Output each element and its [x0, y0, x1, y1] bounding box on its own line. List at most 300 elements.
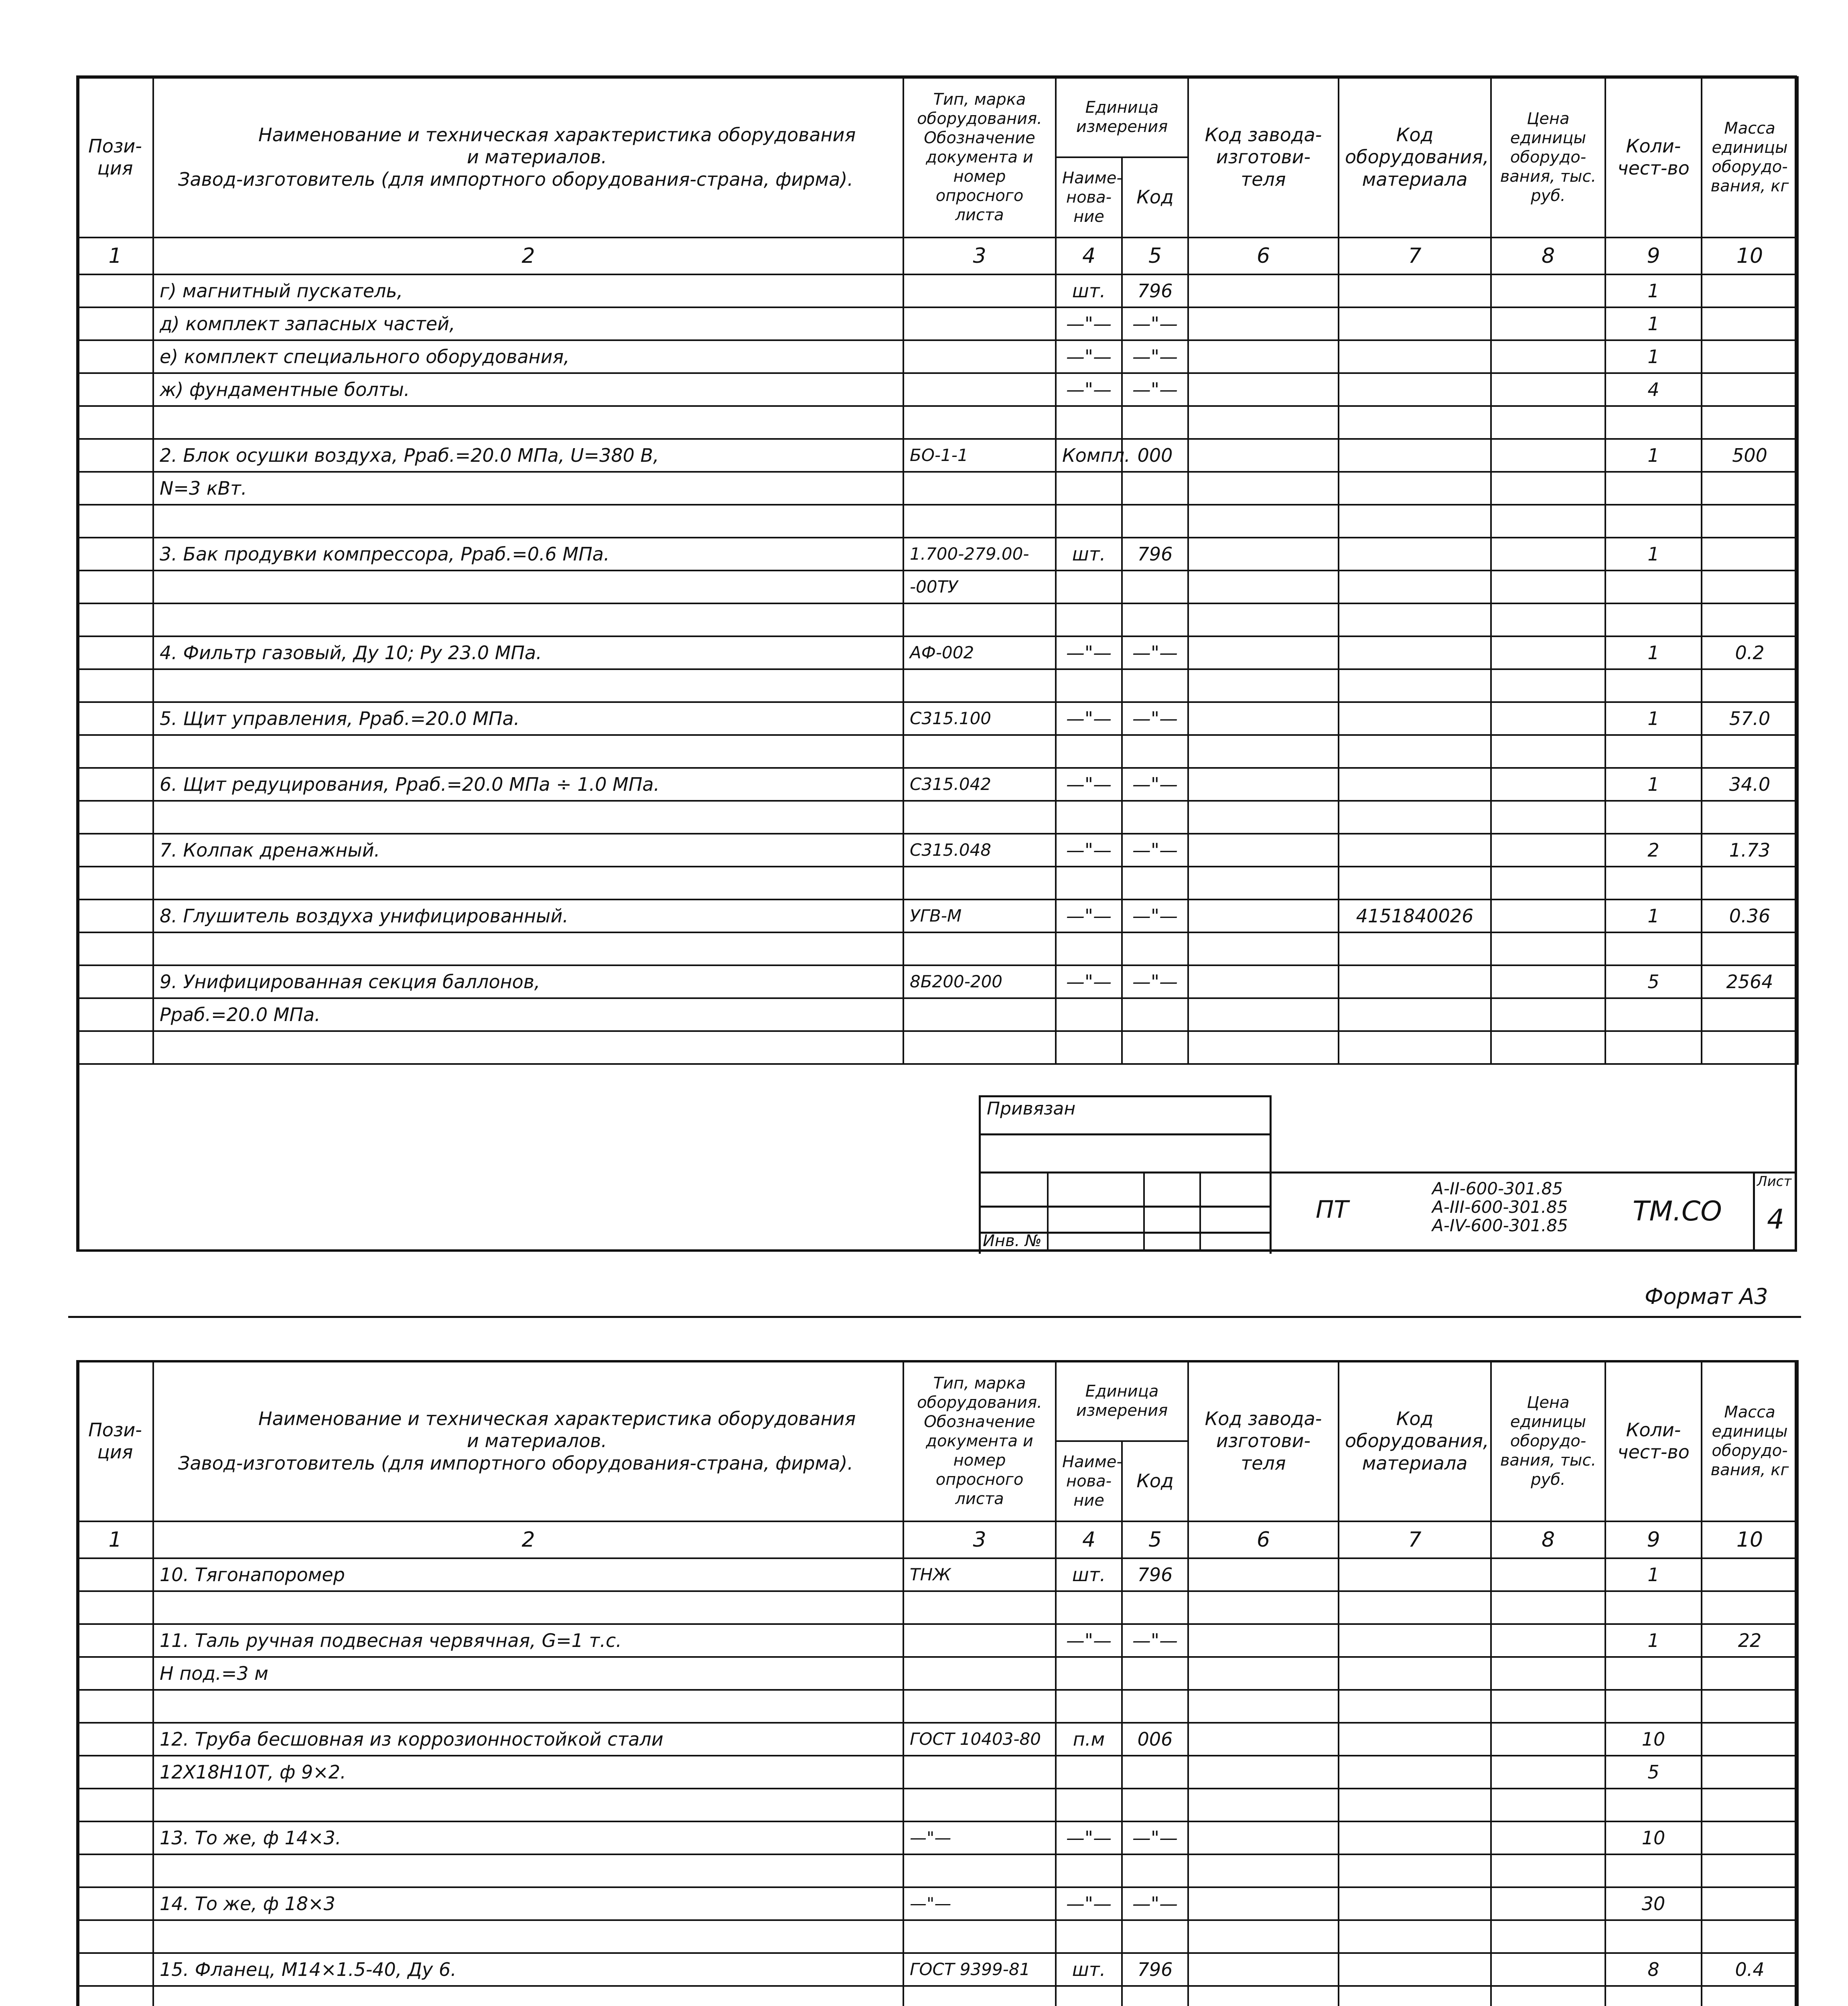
cell-qty — [1605, 1986, 1702, 2006]
table-row — [77, 702, 1798, 735]
cell-price — [1491, 373, 1605, 406]
table-row — [77, 1031, 1798, 1064]
header-unit-name: Наиме-нова-ние — [1056, 157, 1122, 238]
cell-unit: —"— — [1056, 1624, 1122, 1657]
cell-position — [77, 899, 153, 932]
cell-code — [1122, 505, 1188, 538]
cell-position — [77, 801, 153, 834]
cell-code — [1122, 998, 1188, 1031]
spec-table — [76, 76, 1799, 1065]
cell-type: УГВ-М — [903, 899, 1056, 932]
cell-qty: 1 — [1605, 1624, 1702, 1657]
cell-mass: 0.4 — [1702, 1953, 1798, 1986]
column-numbers-row — [77, 238, 1798, 274]
cell-code — [1122, 801, 1188, 834]
cell-mass — [1702, 472, 1798, 505]
cell-unit: —"— — [1056, 899, 1122, 932]
cell-qty — [1605, 505, 1702, 538]
cell-equip — [1339, 801, 1491, 834]
cell-equip — [1339, 998, 1491, 1031]
cell-type: БО-1-1 — [903, 439, 1056, 472]
cell-mass — [1702, 406, 1798, 439]
colnum: 2 — [153, 238, 903, 274]
header-plant-code: Код завода-изготови-теля — [1188, 1361, 1339, 1521]
header-name-line1: Наименование и техническая характеристика оборудования — [258, 124, 856, 146]
cell-mass — [1702, 669, 1798, 702]
cell-name: N=3 кВт. — [153, 472, 903, 505]
cell-name: 8. Глушитель воздуха унифицированный. — [153, 899, 903, 932]
table-row — [77, 1690, 1798, 1723]
cell-type — [903, 1986, 1056, 2006]
cell-mass: 2564 — [1702, 965, 1798, 998]
cell-mass: 1.73 — [1702, 834, 1798, 867]
cell-code — [1122, 1920, 1188, 1953]
cell-mass — [1702, 505, 1798, 538]
cell-type — [903, 340, 1056, 373]
cell-qty — [1605, 1789, 1702, 1821]
cell-position — [77, 669, 153, 702]
cell-mass: 57.0 — [1702, 702, 1798, 735]
list-label: Лист — [1757, 1174, 1792, 1190]
cell-plant — [1188, 1031, 1339, 1064]
cell-qty: 30 — [1605, 1887, 1702, 1920]
table-row — [77, 768, 1798, 801]
cell-type — [903, 1920, 1056, 1953]
cell-code: 796 — [1122, 538, 1188, 571]
cell-type: 1.700-279.00- — [903, 538, 1056, 571]
table-row — [77, 1789, 1798, 1821]
cell-position — [77, 1558, 153, 1591]
cell-equip — [1339, 702, 1491, 735]
cell-qty: 1 — [1605, 768, 1702, 801]
cell-mass — [1702, 1789, 1798, 1821]
cell-equip — [1339, 1920, 1491, 1953]
colnum: 2 — [153, 1521, 903, 1558]
cell-name — [153, 1591, 903, 1624]
cell-qty: 10 — [1605, 1821, 1702, 1854]
cell-code: —"— — [1122, 636, 1188, 669]
cell-plant — [1188, 505, 1339, 538]
cell-type: С315.100 — [903, 702, 1056, 735]
cell-position — [77, 1821, 153, 1854]
cell-mass: 0.2 — [1702, 636, 1798, 669]
cell-mass — [1702, 274, 1798, 307]
header-qty: Коли-чест-во — [1605, 77, 1702, 238]
cell-name — [153, 603, 903, 636]
cell-name: 12Х18Н10Т, ф 9×2. — [153, 1756, 903, 1789]
header-name-line2: и материалов. — [467, 1430, 607, 1452]
header-name — [153, 77, 903, 238]
cell-type — [903, 801, 1056, 834]
colnum: 8 — [1491, 238, 1605, 274]
cell-equip — [1339, 965, 1491, 998]
cell-plant — [1188, 867, 1339, 899]
cell-equip — [1339, 1723, 1491, 1756]
cell-name: 5. Щит управления, Рраб.=20.0 МПа. — [153, 702, 903, 735]
cell-name: 14. То же, ф 18×3 — [153, 1887, 903, 1920]
header-mass: Масса единицы оборудо-вания, кг — [1702, 1361, 1798, 1521]
cell-name: ж) фундаментные болты. — [153, 373, 903, 406]
header-position: Пози- ция — [77, 1361, 153, 1521]
cell-qty — [1605, 571, 1702, 603]
cell-price — [1491, 340, 1605, 373]
cell-name: 10. Тягонапоромер — [153, 1558, 903, 1591]
cell-name — [153, 669, 903, 702]
cell-mass — [1702, 1756, 1798, 1789]
table-row — [77, 899, 1798, 932]
header-equip-code: Код оборудования, материала — [1339, 1361, 1491, 1521]
cell-unit: шт. — [1056, 274, 1122, 307]
cell-position — [77, 1031, 153, 1064]
cell-type — [903, 472, 1056, 505]
cell-position — [77, 636, 153, 669]
cell-price — [1491, 505, 1605, 538]
cell-name: г) магнитный пускатель, — [153, 274, 903, 307]
cell-mass: 22 — [1702, 1624, 1798, 1657]
cell-code: 796 — [1122, 1953, 1188, 1986]
cell-code: —"— — [1122, 768, 1188, 801]
cell-plant — [1188, 340, 1339, 373]
cell-qty: 5 — [1605, 965, 1702, 998]
colnum: 7 — [1339, 238, 1491, 274]
cell-type: АФ-002 — [903, 636, 1056, 669]
cell-plant — [1188, 768, 1339, 801]
cell-equip — [1339, 439, 1491, 472]
cell-mass — [1702, 1657, 1798, 1690]
cell-position — [77, 1953, 153, 1986]
cell-price — [1491, 472, 1605, 505]
cell-position — [77, 571, 153, 603]
cell-type — [903, 406, 1056, 439]
header-unit-name: Наиме-нова-ние — [1056, 1441, 1122, 1521]
colnum: 6 — [1188, 238, 1339, 274]
cell-price — [1491, 669, 1605, 702]
cell-qty: 1 — [1605, 439, 1702, 472]
cell-unit — [1056, 998, 1122, 1031]
cell-code — [1122, 932, 1188, 965]
cell-unit: шт. — [1056, 1953, 1122, 1986]
column-numbers-row — [77, 1521, 1798, 1558]
cell-type: ТНЖ — [903, 1558, 1056, 1591]
table-row — [77, 406, 1798, 439]
cell-equip — [1339, 505, 1491, 538]
cell-unit: —"— — [1056, 702, 1122, 735]
cell-position — [77, 735, 153, 768]
cell-equip — [1339, 603, 1491, 636]
cell-name — [153, 1031, 903, 1064]
cell-code: —"— — [1122, 373, 1188, 406]
header-price: Цена единицы оборудо-вания, тыс. руб. — [1491, 1361, 1605, 1521]
cell-qty: 1 — [1605, 340, 1702, 373]
cell-type: С315.048 — [903, 834, 1056, 867]
cell-price — [1491, 735, 1605, 768]
cell-unit: —"— — [1056, 373, 1122, 406]
stamp-vline — [1047, 1172, 1049, 1252]
cell-mass: 0.36 — [1702, 899, 1798, 932]
cell-unit — [1056, 735, 1122, 768]
cell-price — [1491, 867, 1605, 899]
cell-type — [903, 603, 1056, 636]
cell-qty: 1 — [1605, 1558, 1702, 1591]
cell-plant — [1188, 735, 1339, 768]
header-name-line2: и материалов. — [467, 146, 607, 168]
cell-qty — [1605, 603, 1702, 636]
cell-position — [77, 1591, 153, 1624]
cell-code — [1122, 735, 1188, 768]
cell-mass — [1702, 571, 1798, 603]
table-row — [77, 274, 1798, 307]
format-note: Формат А3 — [1645, 1284, 1768, 1309]
cell-mass — [1702, 801, 1798, 834]
cell-type — [903, 307, 1056, 340]
cell-plant — [1188, 307, 1339, 340]
cell-name — [153, 867, 903, 899]
header-unit-group: Единица измерения — [1056, 77, 1188, 157]
cell-plant — [1188, 1953, 1339, 1986]
cell-equip — [1339, 1821, 1491, 1854]
cell-mass: 34.0 — [1702, 768, 1798, 801]
cell-position — [77, 1657, 153, 1690]
cell-qty — [1605, 867, 1702, 899]
stamp-code-line: А-III-600-301.85 — [1432, 1197, 1568, 1217]
stamp-codes — [1432, 1180, 1568, 1235]
cell-position — [77, 1789, 153, 1821]
header-type: Тип, марка оборудования. Обозначение документа и номер опросного листа — [903, 1361, 1056, 1521]
cell-equip — [1339, 1986, 1491, 2006]
cell-code — [1122, 406, 1188, 439]
cell-unit — [1056, 1591, 1122, 1624]
cell-price — [1491, 1723, 1605, 1756]
colnum: 1 — [77, 1521, 153, 1558]
cell-code: —"— — [1122, 965, 1188, 998]
cell-price — [1491, 1821, 1605, 1854]
cell-plant — [1188, 1756, 1339, 1789]
cell-name — [153, 1690, 903, 1723]
cell-code: —"— — [1122, 1887, 1188, 1920]
header-price: Цена единицы оборудо-вания, тыс. руб. — [1491, 77, 1605, 238]
cell-unit — [1056, 1789, 1122, 1821]
stamp-line — [979, 1133, 1270, 1135]
cell-plant — [1188, 603, 1339, 636]
cell-equip — [1339, 406, 1491, 439]
cell-price — [1491, 899, 1605, 932]
cell-unit: —"— — [1056, 834, 1122, 867]
colnum: 9 — [1605, 1521, 1702, 1558]
cell-code: 796 — [1122, 1558, 1188, 1591]
cell-position — [77, 505, 153, 538]
table-row — [77, 1624, 1798, 1657]
cell-name — [153, 1854, 903, 1887]
cell-qty: 5 — [1605, 1756, 1702, 1789]
cell-name: 3. Бак продувки компрессора, Рраб.=0.6 МПа. — [153, 538, 903, 571]
cell-unit — [1056, 1657, 1122, 1690]
cell-price — [1491, 1558, 1605, 1591]
cell-plant — [1188, 538, 1339, 571]
table-row — [77, 538, 1798, 571]
cell-equip — [1339, 735, 1491, 768]
cell-price — [1491, 636, 1605, 669]
table-row — [77, 1657, 1798, 1690]
header-equip-code: Код оборудования, материала — [1339, 77, 1491, 238]
table-row — [77, 735, 1798, 768]
cell-price — [1491, 1953, 1605, 1986]
cell-price — [1491, 406, 1605, 439]
cell-price — [1491, 307, 1605, 340]
header-position: Пози- ция — [77, 77, 153, 238]
cell-equip — [1339, 571, 1491, 603]
cell-qty — [1605, 801, 1702, 834]
cell-position — [77, 867, 153, 899]
table-row — [77, 1920, 1798, 1953]
cell-qty: 1 — [1605, 307, 1702, 340]
cell-qty — [1605, 1920, 1702, 1953]
cell-plant — [1188, 1920, 1339, 1953]
table-row — [77, 1723, 1798, 1756]
cell-position — [77, 1887, 153, 1920]
cell-unit — [1056, 1690, 1122, 1723]
cell-mass — [1702, 735, 1798, 768]
cell-type: 8Б200-200 — [903, 965, 1056, 998]
cell-mass — [1702, 1690, 1798, 1723]
cell-unit: —"— — [1056, 340, 1122, 373]
cell-code: 006 — [1122, 1723, 1188, 1756]
cell-position — [77, 1690, 153, 1723]
cell-mass — [1702, 1558, 1798, 1591]
stamp-code-prefix: ПТ — [1316, 1196, 1349, 1224]
cell-plant — [1188, 373, 1339, 406]
cell-type — [903, 1789, 1056, 1821]
table-row — [77, 307, 1798, 340]
cell-type — [903, 274, 1056, 307]
cell-code — [1122, 603, 1188, 636]
cell-price — [1491, 1624, 1605, 1657]
cell-type: ГОСТ 9399-81 — [903, 1953, 1056, 1986]
cell-price — [1491, 603, 1605, 636]
cell-price — [1491, 538, 1605, 571]
stamp-code-line: А-II-600-301.85 — [1432, 1179, 1563, 1198]
cell-equip — [1339, 274, 1491, 307]
cell-name: 12. Труба бесшовная из коррозионностойкой стали — [153, 1723, 903, 1756]
header-type: Тип, марка оборудования. Обозначение документа и номер опросного листа — [903, 77, 1056, 238]
colnum: 5 — [1122, 238, 1188, 274]
cell-unit — [1056, 1756, 1122, 1789]
cell-unit: —"— — [1056, 965, 1122, 998]
cell-code: 000 — [1122, 439, 1188, 472]
cell-mass — [1702, 603, 1798, 636]
inv-label: Инв. № — [983, 1232, 1042, 1250]
cell-qty: 1 — [1605, 538, 1702, 571]
colnum: 10 — [1702, 238, 1798, 274]
cell-mass — [1702, 1821, 1798, 1854]
privyazan-label: Привязан — [987, 1098, 1076, 1119]
cell-code: —"— — [1122, 1821, 1188, 1854]
cell-name: 13. То же, ф 14×3. — [153, 1821, 903, 1854]
stamp-doc: ТМ.СО — [1633, 1196, 1722, 1227]
cell-position — [77, 1723, 153, 1756]
stamp-vline — [1199, 1172, 1201, 1252]
cell-mass — [1702, 1986, 1798, 2006]
cell-position — [77, 307, 153, 340]
cell-equip — [1339, 768, 1491, 801]
cell-qty — [1605, 932, 1702, 965]
cell-plant — [1188, 834, 1339, 867]
cell-type — [903, 1756, 1056, 1789]
cell-mass — [1702, 867, 1798, 899]
cell-qty: 1 — [1605, 899, 1702, 932]
cell-name: е) комплект специального оборудования, — [153, 340, 903, 373]
cell-unit — [1056, 801, 1122, 834]
cell-plant — [1188, 1657, 1339, 1690]
cell-mass — [1702, 1031, 1798, 1064]
cell-unit — [1056, 1854, 1122, 1887]
cell-code — [1122, 1986, 1188, 2006]
cell-price — [1491, 1986, 1605, 2006]
cell-plant — [1188, 1624, 1339, 1657]
cell-plant — [1188, 472, 1339, 505]
cell-name — [153, 406, 903, 439]
cell-unit — [1056, 1031, 1122, 1064]
sheet-page-5 — [76, 1360, 1797, 2006]
cell-price — [1491, 834, 1605, 867]
header-name-line3: Завод-изготовитель (для импортного оборудования-страна, фирма). — [178, 1452, 854, 1474]
cell-qty — [1605, 1690, 1702, 1723]
stamp-code-line: А-IV-600-301.85 — [1432, 1216, 1568, 1235]
cell-price — [1491, 571, 1605, 603]
cell-price — [1491, 1756, 1605, 1789]
table-row — [77, 932, 1798, 965]
colnum: 5 — [1122, 1521, 1188, 1558]
cell-name — [153, 801, 903, 834]
cell-code — [1122, 867, 1188, 899]
cell-qty — [1605, 1591, 1702, 1624]
table-row — [77, 472, 1798, 505]
table-row — [77, 1558, 1798, 1591]
cell-type — [903, 1624, 1056, 1657]
cell-position — [77, 274, 153, 307]
cell-name: 9. Унифицированная секция баллонов, — [153, 965, 903, 998]
cell-price — [1491, 801, 1605, 834]
cell-code — [1122, 1756, 1188, 1789]
cell-type: ГОСТ 10403-80 — [903, 1723, 1056, 1756]
cell-name: 4. Фильтр газовый, Ду 10; Ру 23.0 МПа. — [153, 636, 903, 669]
cell-name — [153, 1789, 903, 1821]
cell-position — [77, 1624, 153, 1657]
cell-price — [1491, 1591, 1605, 1624]
cell-position — [77, 340, 153, 373]
cell-unit — [1056, 603, 1122, 636]
table-row — [77, 998, 1798, 1031]
cell-code — [1122, 1690, 1188, 1723]
cell-equip — [1339, 669, 1491, 702]
cell-unit: —"— — [1056, 1821, 1122, 1854]
cell-code — [1122, 1591, 1188, 1624]
table-row — [77, 603, 1798, 636]
cell-name: 2. Блок осушки воздуха, Рраб.=20.0 МПа, U=380 В, — [153, 439, 903, 472]
cell-price — [1491, 702, 1605, 735]
sheet-page-4 — [76, 76, 1797, 1252]
table-row — [77, 669, 1798, 702]
cell-plant — [1188, 1723, 1339, 1756]
colnum: 4 — [1056, 238, 1122, 274]
cell-type — [903, 1657, 1056, 1690]
cell-equip — [1339, 1657, 1491, 1690]
cell-code — [1122, 1789, 1188, 1821]
cell-position — [77, 768, 153, 801]
cell-price — [1491, 1657, 1605, 1690]
cell-mass — [1702, 1723, 1798, 1756]
cell-position — [77, 538, 153, 571]
cell-plant — [1188, 1986, 1339, 2006]
